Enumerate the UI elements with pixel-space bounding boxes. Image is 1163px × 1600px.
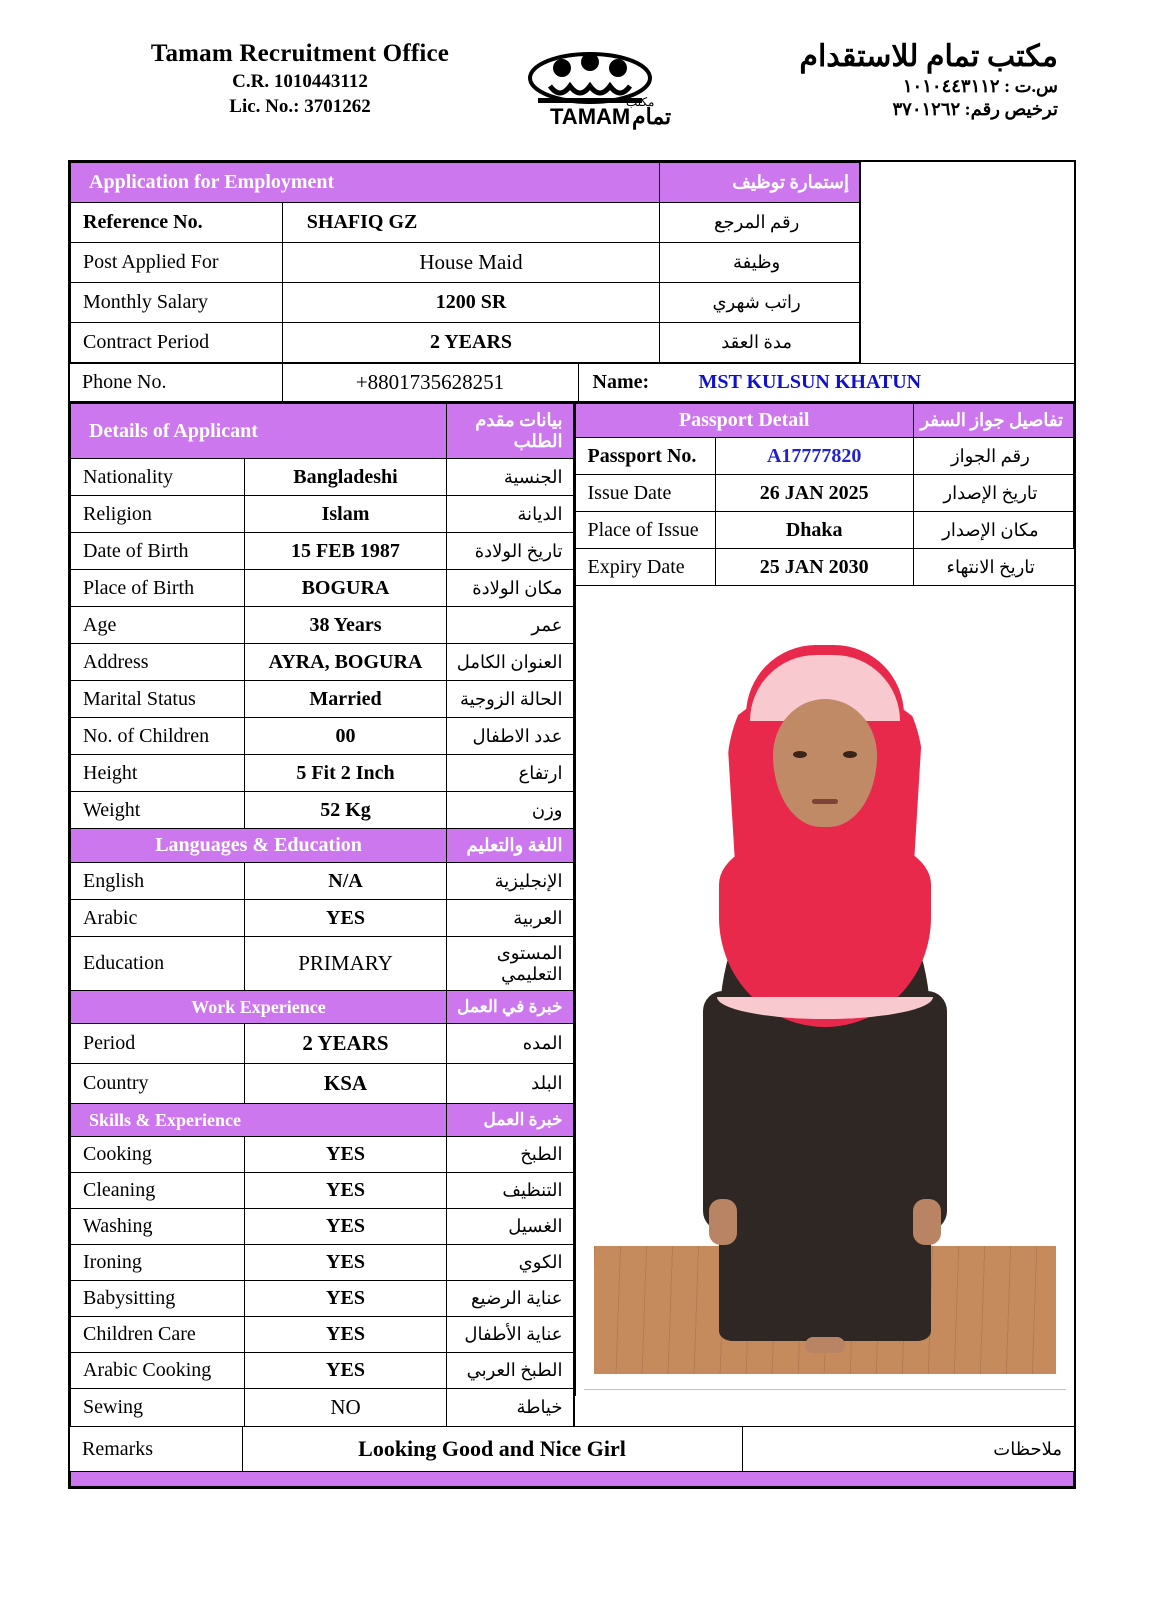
skills-title-en: Skills & Experience [89,1109,241,1130]
dob-label-ar: تاريخ الولادة [447,533,573,570]
license-number-en: Lic. No.: 3701262 [229,96,371,117]
issue-date-label: Issue Date [575,475,715,512]
marital-status-label: Marital Status [71,681,245,718]
contact-row [70,363,1074,402]
age-label: Age [71,607,245,644]
languages-title-en: Languages & Education [155,834,362,856]
passport-title-ar: تفاصيل جواز السفر [913,404,1073,438]
table-row [71,1353,574,1389]
contract-period-value: 2 YEARS [282,323,659,363]
application-title-ar: إستمارة توظيف [660,163,860,203]
work-country-label-ar: البلد [447,1064,573,1104]
right-column [574,403,1074,1427]
table-row [71,1024,574,1064]
children-count-label-ar: عدد الاطفال [447,718,573,755]
table-row [71,533,574,570]
ironing-label-ar: الكوي [447,1245,573,1281]
cleaning-value: YES [244,1173,446,1209]
children-count-value: 00 [244,718,446,755]
place-of-issue-label-ar: مكان الإصدار [913,512,1073,549]
cv-frame [68,160,1076,1489]
table-row [71,283,860,323]
weight-label-ar: وزن [447,792,573,829]
application-table [70,162,860,363]
applicant-title-en: Details of Applicant [89,419,258,442]
weight-label: Weight [71,792,245,829]
contract-period-label-ar: مدة العقد [660,323,860,363]
applicant-full-photo-cell [575,586,1074,1397]
marital-status-label-ar: الحالة الزوجية [447,681,573,718]
remarks-label-ar: ملاحظات [742,1427,1074,1471]
washing-value: YES [244,1209,446,1245]
arabic-value: YES [244,900,446,937]
table-row [71,644,574,681]
height-value: 5 Fit 2 Inch [244,755,446,792]
photo-divider [584,1389,1066,1390]
reference-no-label: Reference No. [71,203,283,243]
work-experience-title-ar: خبرة في العمل [447,991,573,1024]
applicant-full-photo [576,586,1074,1396]
document-header [0,22,1163,132]
footer-accent-bar [70,1471,1074,1487]
babysitting-label: Babysitting [71,1281,245,1317]
table-row [71,937,574,991]
passport-title-row [575,404,1074,438]
table-row [71,570,574,607]
weight-value: 52 Kg [244,792,446,829]
table-row [71,681,574,718]
education-value: PRIMARY [244,937,446,991]
table-row [71,1389,574,1427]
children-care-label: Children Care [71,1317,245,1353]
ironing-value: YES [244,1245,446,1281]
logo-sub-ar: مكتب [626,95,655,109]
religion-label-ar: الديانة [447,496,573,533]
table-row [71,496,574,533]
top-section [70,162,1074,363]
name-label: Name: [592,371,650,393]
cr-number-ar: س.ت : ١٠١٠٤٤٣١١٢ [902,76,1058,96]
issue-date-label-ar: تاريخ الإصدار [913,475,1073,512]
children-count-label: No. of Children [71,718,245,755]
application-title-row [71,163,860,203]
table-row [71,755,574,792]
remarks-row [70,1426,1074,1471]
table-row [71,863,574,900]
work-period-label: Period [71,1024,245,1064]
passport-no-label: Passport No. [575,438,715,475]
table-row [71,900,574,937]
cooking-label: Cooking [71,1137,245,1173]
monthly-salary-value: 1200 SR [282,283,659,323]
sewing-value: NO [244,1389,446,1427]
pob-label-ar: مكان الولادة [447,570,573,607]
pob-value: BOGURA [244,570,446,607]
post-applied-label-ar: وظيفة [660,243,860,283]
education-label: Education [71,937,245,991]
monthly-salary-label: Monthly Salary [71,283,283,323]
languages-title-row [71,829,574,863]
table-row [71,459,574,496]
work-country-label: Country [71,1064,245,1104]
religion-label: Religion [71,496,245,533]
applicant-title-ar: بيانات مقدم الطلب [447,404,573,459]
arabic-label: Arabic [71,900,245,937]
office-name-ar: مكتب تمام للاستقدام [799,40,1058,73]
issue-date-value: 26 JAN 2025 [715,475,913,512]
table-row [71,323,860,363]
applicant-figure [675,641,975,1341]
header-arabic-block [728,40,1058,120]
cleaning-label: Cleaning [71,1173,245,1209]
cleaning-label-ar: التنظيف [447,1173,573,1209]
arabic-cooking-label-ar: الطبخ العربي [447,1353,573,1389]
post-applied-label: Post Applied For [71,243,283,283]
phone-label: Phone No. [70,364,282,402]
applicant-name-value: MST KULSUN KHATUN [698,371,922,393]
arabic-label-ar: العربية [447,900,573,937]
table-row [71,1281,574,1317]
work-period-label-ar: المده [447,1024,573,1064]
header-english-block [120,40,480,118]
application-title-en: Application for Employment [89,171,335,193]
nationality-label: Nationality [71,459,245,496]
passport-no-label-ar: رقم الجواز [913,438,1073,475]
ironing-label: Ironing [71,1245,245,1281]
work-country-value: KSA [244,1064,446,1104]
education-label-ar: المستوى التعليمي [447,937,573,991]
work-experience-title-row [71,991,574,1024]
arabic-cooking-label: Arabic Cooking [71,1353,245,1389]
address-label: Address [71,644,245,681]
washing-label: Washing [71,1209,245,1245]
skills-title-ar: خبرة العمل [447,1104,573,1137]
place-of-issue-label: Place of Issue [575,512,715,549]
applicant-head-photo-cell [861,162,1075,363]
work-experience-title-en: Work Experience [191,996,326,1017]
logo-text-ar: تمام [632,104,672,129]
passport-title-en: Passport Detail [678,409,810,431]
post-applied-value: House Maid [282,243,659,283]
table-row [71,1317,574,1353]
table-row [575,438,1074,475]
cooking-value: YES [244,1137,446,1173]
table-row [71,1137,574,1173]
full-photo-row [575,586,1074,1397]
marital-status-value: Married [244,681,446,718]
english-label-ar: الإنجليزية [447,863,573,900]
age-label-ar: عمر [447,607,573,644]
passport-table [575,403,1075,1396]
tamam-logo [500,48,680,143]
phone-value: +8801735628251 [282,364,578,402]
left-column [70,403,574,1427]
age-value: 38 Years [244,607,446,644]
table-row [71,718,574,755]
reference-no-value: SHAFIQ GZ [282,203,659,243]
sewing-label-ar: خياطة [447,1389,573,1427]
dob-label: Date of Birth [71,533,245,570]
table-row [71,607,574,644]
expiry-date-label: Expiry Date [575,549,715,586]
license-number-ar: ترخيص رقم: ٣٧٠١٢٦٢ [892,99,1058,119]
cr-number-en: C.R. 1010443112 [232,71,368,92]
table-row [71,203,860,243]
address-value: AYRA, BOGURA [244,644,446,681]
logo-text-en: TAMAM [550,104,631,129]
applicant-title-row [71,404,574,459]
expiry-date-value: 25 JAN 2030 [715,549,913,586]
table-row [71,243,860,283]
body-columns [70,402,1074,1426]
height-label-ar: ارتفاع [447,755,573,792]
table-row [575,549,1074,586]
passport-no-value: A17777820 [715,438,913,475]
table-row [71,1209,574,1245]
arabic-cooking-value: YES [244,1353,446,1389]
skills-title-row [71,1104,574,1137]
table-row [575,475,1074,512]
nationality-label-ar: الجنسية [447,459,573,496]
children-care-label-ar: عناية الأطفال [447,1317,573,1353]
height-label: Height [71,755,245,792]
table-row [71,1064,574,1104]
applicant-details-table [70,403,574,1426]
remarks-value: Looking Good and Nice Girl [242,1427,742,1471]
washing-label-ar: الغسيل [447,1209,573,1245]
expiry-date-label-ar: تاريخ الانتهاء [913,549,1073,586]
religion-value: Islam [244,496,446,533]
address-label-ar: العنوان الكامل [447,644,573,681]
table-row [71,1173,574,1209]
children-care-value: YES [244,1317,446,1353]
table-row [71,792,574,829]
nationality-value: Bangladeshi [244,459,446,496]
english-label: English [71,863,245,900]
office-name-en: Tamam Recruitment Office [150,40,450,67]
pob-label: Place of Birth [71,570,245,607]
reference-no-label-ar: رقم المرجع [660,203,860,243]
cooking-label-ar: الطبخ [447,1137,573,1173]
contract-period-label: Contract Period [71,323,283,363]
remarks-label: Remarks [70,1427,242,1471]
table-row [71,1245,574,1281]
work-period-value: 2 YEARS [244,1024,446,1064]
babysitting-value: YES [244,1281,446,1317]
dob-value: 15 FEB 1987 [244,533,446,570]
babysitting-label-ar: عناية الرضيع [447,1281,573,1317]
sewing-label: Sewing [71,1389,245,1427]
languages-title-ar: اللغة والتعليم [447,829,573,863]
english-value: N/A [244,863,446,900]
table-row [575,512,1074,549]
monthly-salary-label-ar: راتب شهري [660,283,860,323]
place-of-issue-value: Dhaka [715,512,913,549]
